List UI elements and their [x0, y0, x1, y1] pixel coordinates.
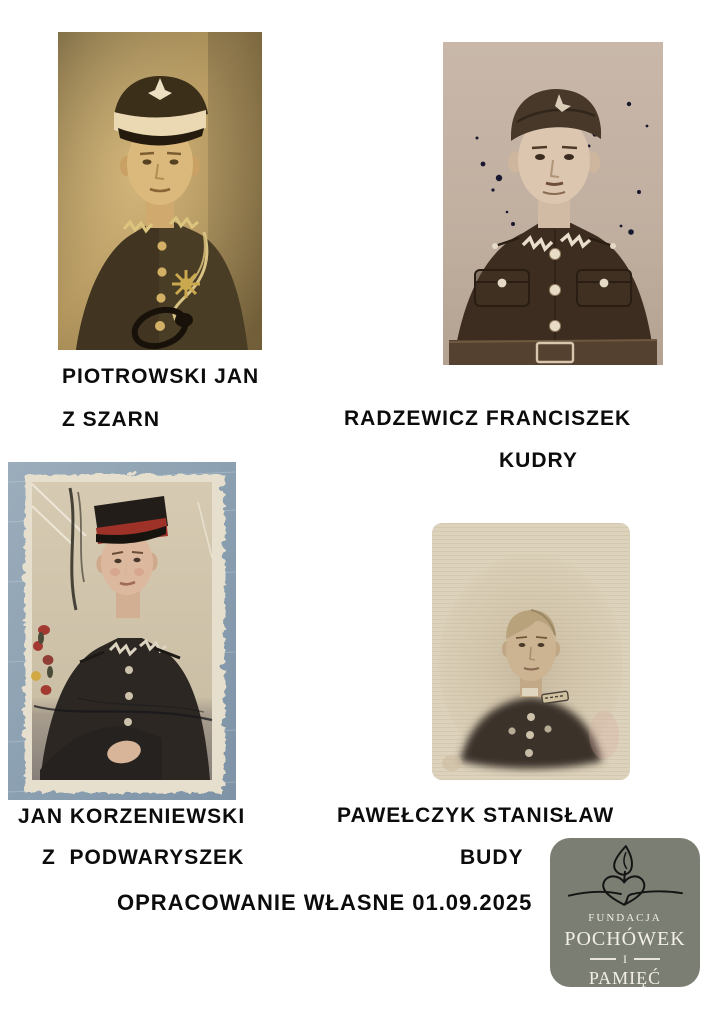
- foundation-logo-text: [564, 913, 685, 987]
- caption-pawelczyk-name: PAWEŁCZYK STANISŁAW: [337, 804, 615, 827]
- soldier-portrait-sepia-illustration: [58, 32, 262, 350]
- caption-pawelczyk-place: BUDY: [460, 846, 524, 869]
- deckle-edged-photo-illustration: [8, 462, 236, 800]
- caption-piotrowski-place: Z SZARN: [62, 408, 160, 431]
- logo-right-dash: [634, 958, 660, 960]
- photo-jan-korzeniewski: [8, 462, 236, 800]
- photo-pawelczyk-stanislaw: [432, 523, 630, 780]
- caption-korzeniewski-name: JAN KORZENIEWSKI: [18, 805, 246, 828]
- credit-line: OPRACOWANIE WŁASNE 01.09.2025: [117, 890, 533, 915]
- photo-radzewicz-franciszek: [443, 42, 663, 365]
- caption-piotrowski-name: PIOTROWSKI JAN: [62, 365, 260, 388]
- logo-name-mid: I: [623, 952, 627, 966]
- photo-piotrowski-jan: [58, 32, 262, 350]
- logo-org-type: FUNDACJA: [588, 912, 662, 924]
- logo-name-bottom: PAMIĘĆ: [588, 968, 662, 988]
- logo-name-top: POCHÓWEK: [564, 928, 686, 950]
- caption-radzewicz-place: KUDRY: [499, 449, 578, 472]
- caption-korzeniewski-place: Z PODWARYSZEK: [42, 846, 245, 869]
- soldier-portrait-faded-illustration: [443, 42, 663, 365]
- caption-radzewicz-name: RADZEWICZ FRANCISZEK: [344, 407, 632, 430]
- vignette-bust-illustration: [432, 523, 630, 780]
- foundation-logo: [550, 838, 700, 987]
- candle-heart-icon: [555, 842, 695, 913]
- logo-name-mid-row: [590, 953, 660, 965]
- logo-left-dash: [590, 958, 616, 960]
